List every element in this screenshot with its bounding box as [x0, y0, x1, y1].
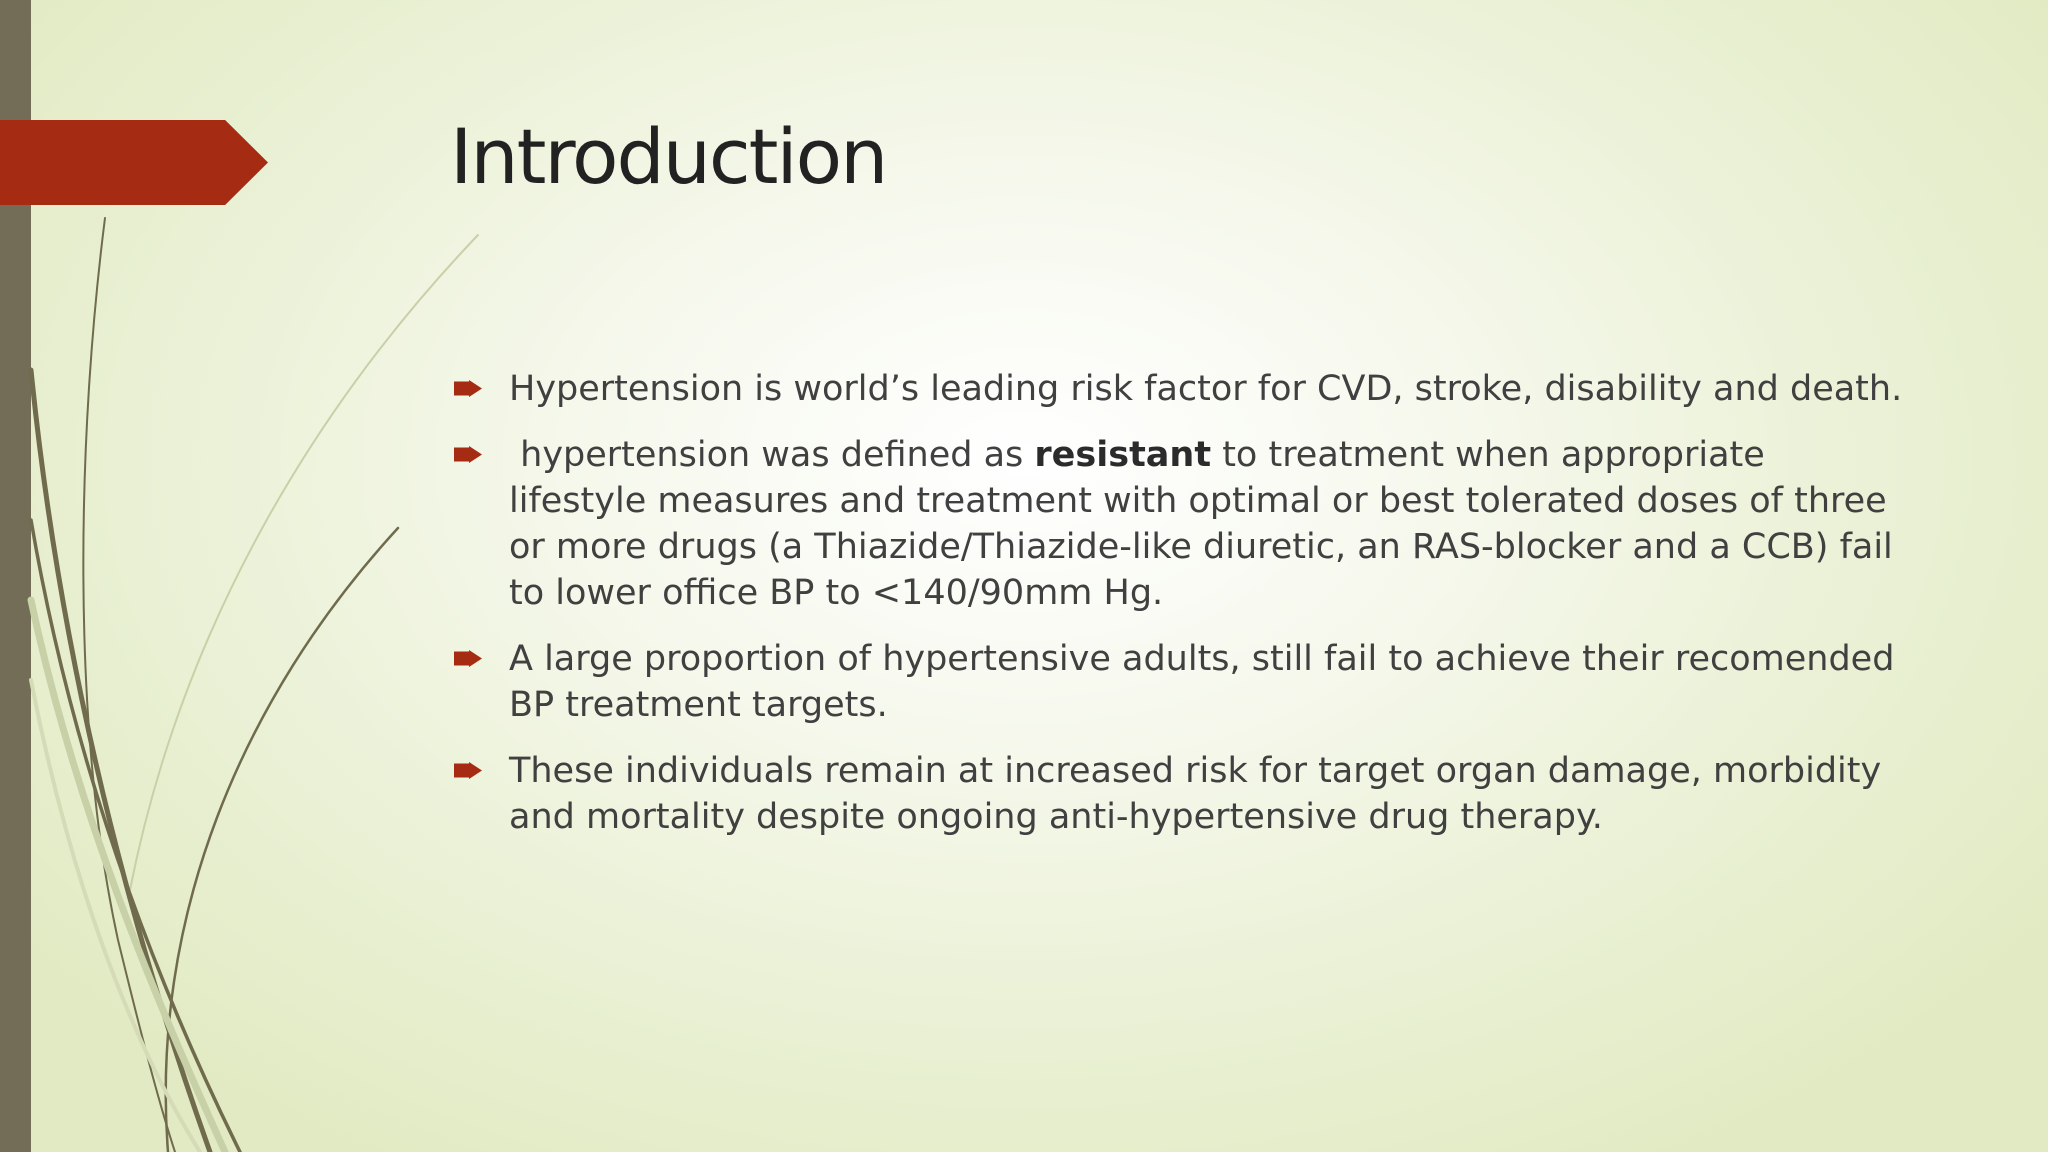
arrow-bullet-icon	[454, 762, 482, 779]
arrow-bullet-icon	[454, 650, 482, 667]
bullet-item	[450, 432, 1910, 616]
slide-title: Introduction	[450, 112, 887, 201]
bullet-list	[450, 366, 1910, 860]
arrow-bullet-icon	[454, 380, 482, 397]
arrow-bullet-icon	[454, 446, 482, 463]
bullet-text-start: hypertension was defined as	[509, 435, 1035, 475]
title-accent-arrow	[0, 120, 268, 205]
bullet-item	[450, 748, 1910, 840]
bullet-text: A large proportion of hypertensive adults, still fail to achieve their recomended BP treatment targets.	[509, 639, 1895, 725]
bullet-item	[450, 636, 1910, 728]
bullet-emphasis-resistant: resistant	[1034, 435, 1212, 475]
bullet-text: Hypertension is world’s leading risk factor for CVD, stroke, disability and death.	[509, 369, 1903, 409]
bullet-text-end: to treatment when appropriate lifestyle measures and treatment with optimal or best tolerated doses of three or more drugs (a Thiazide/Thiazide-like diuretic, an RAS-blocker and a CCB) fail to lower office BP to <140/90mm Hg.	[509, 435, 1893, 613]
bullet-item	[450, 366, 1910, 412]
bullet-text: These individuals remain at increased risk for target organ damage, morbidity and mortality despite ongoing anti-hypertensive drug therapy.	[509, 751, 1882, 837]
